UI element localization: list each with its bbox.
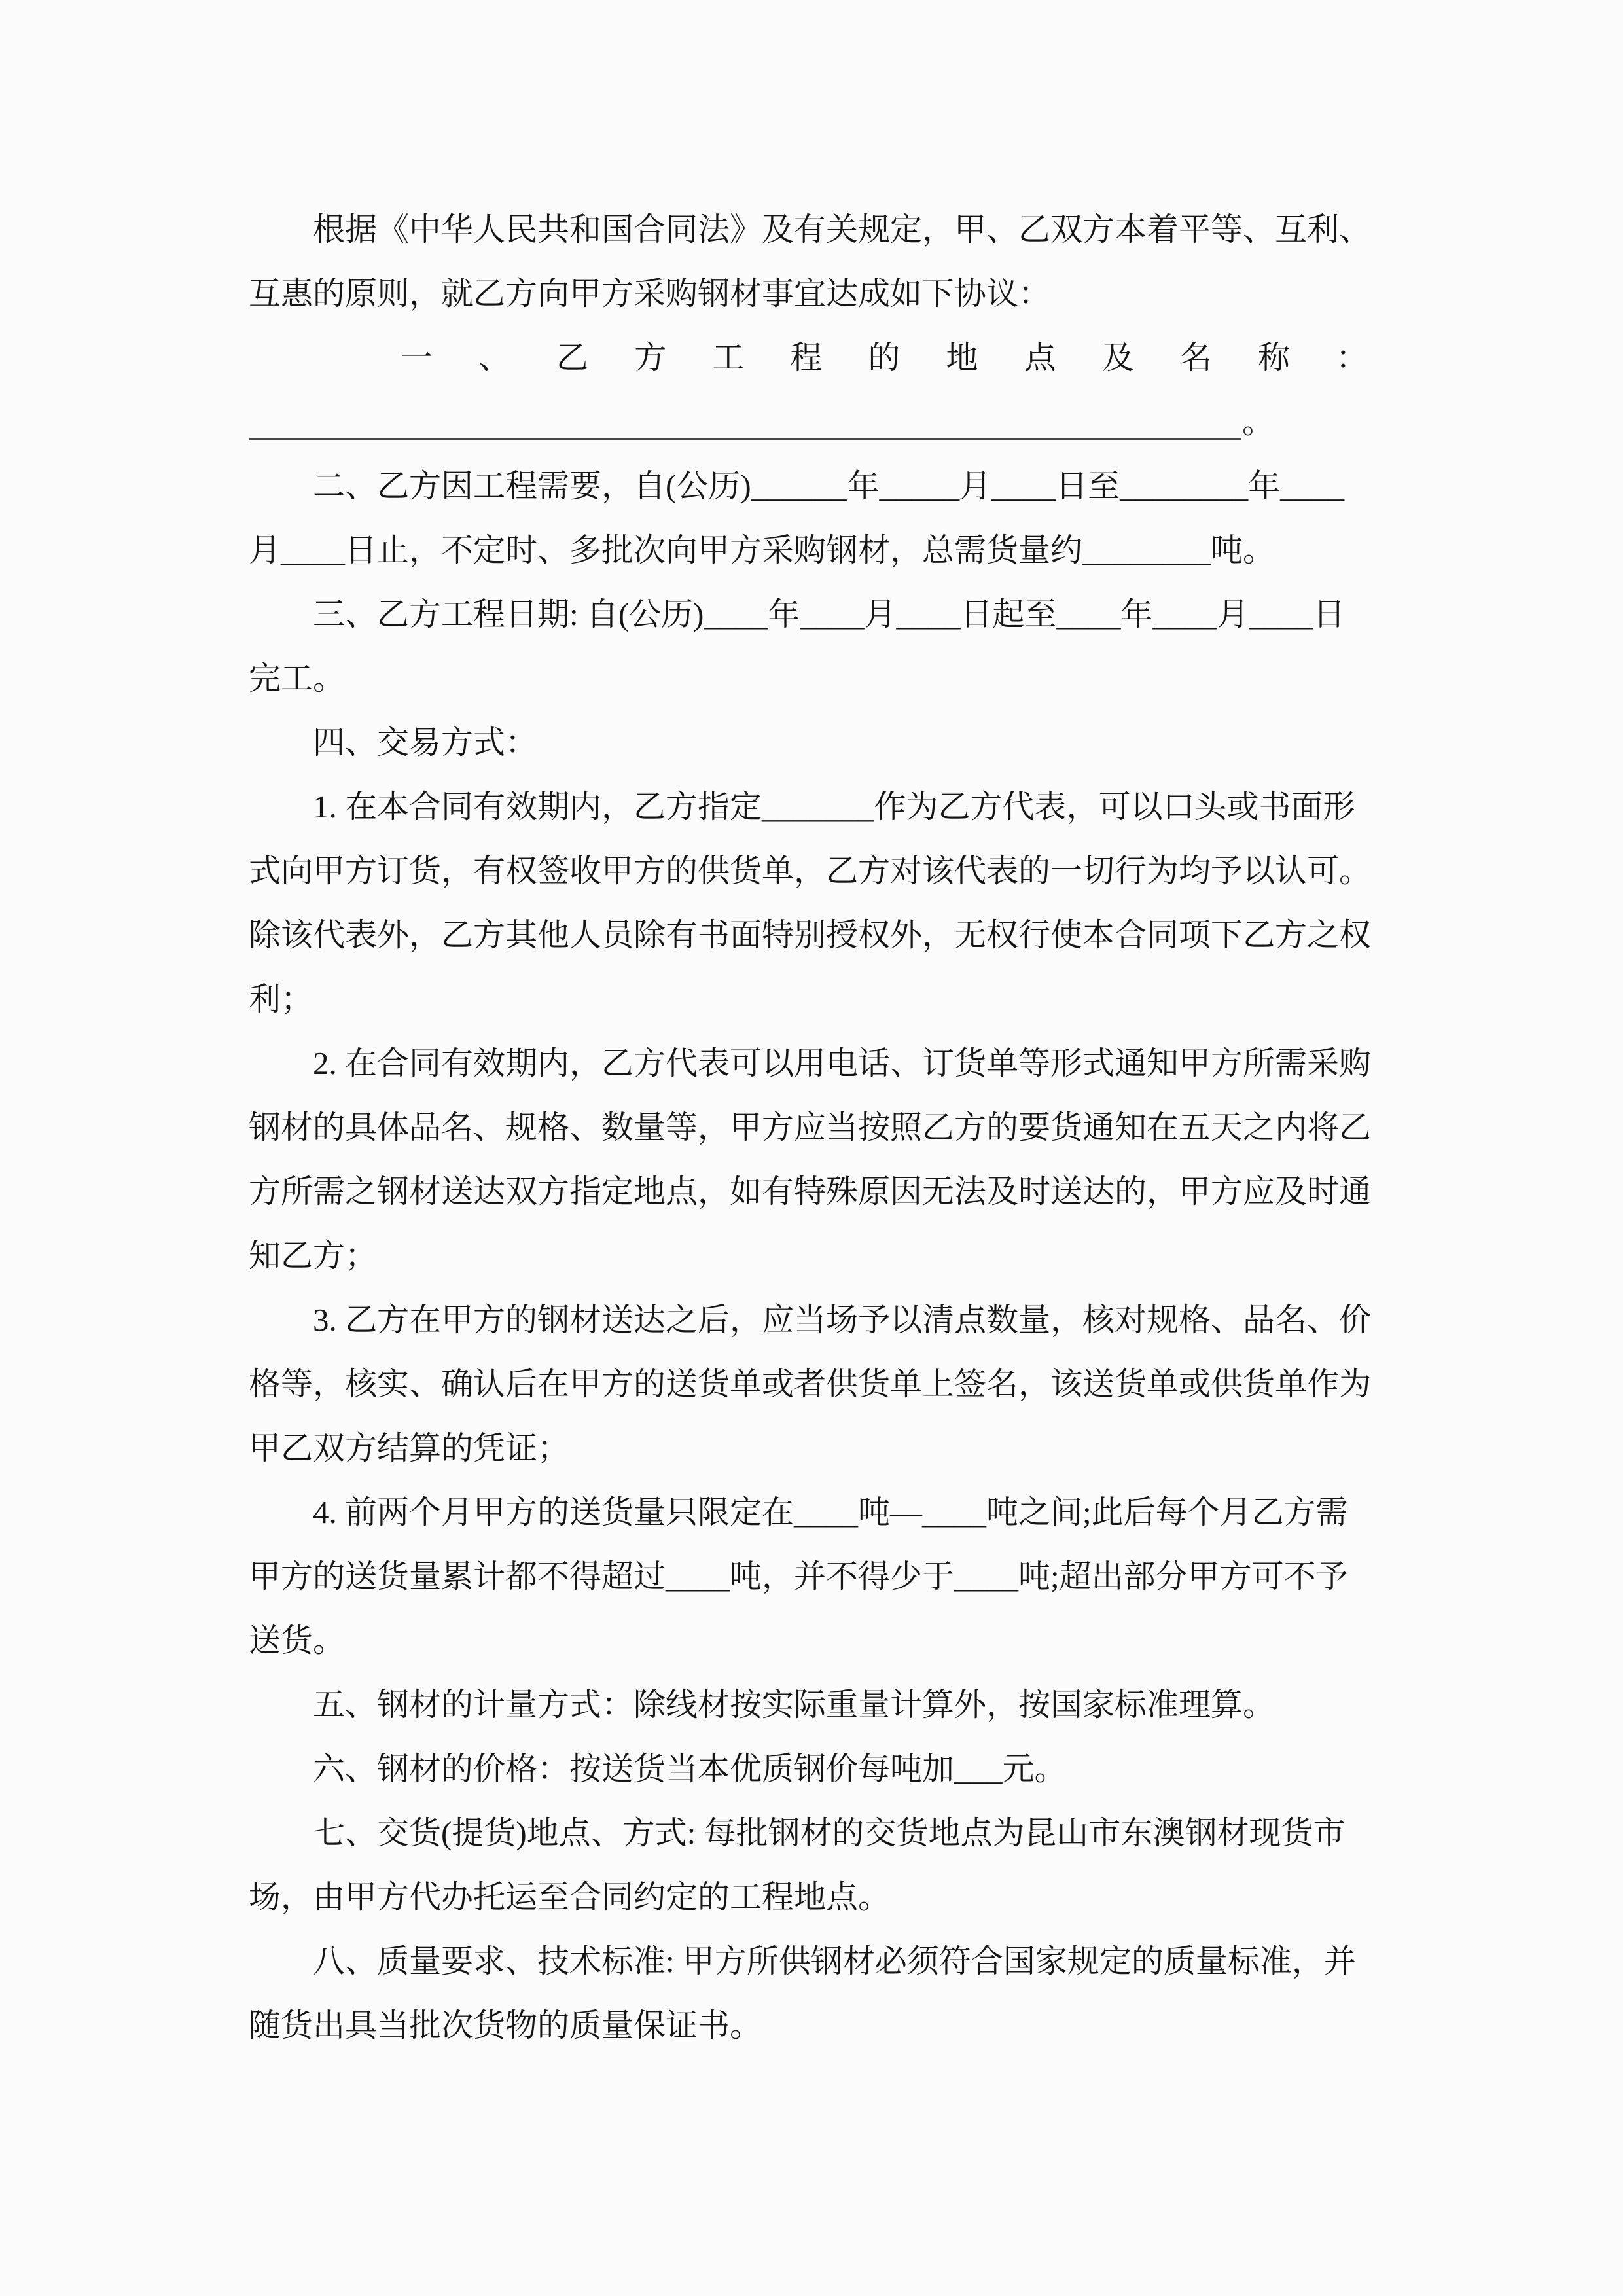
doc-line: 方所需之钢材送达双方指定地点，如有特殊原因无法及时送达的，甲方应及时通 xyxy=(249,1174,1372,1210)
blank-fill-line xyxy=(249,390,1374,454)
doc-line: 七、交货(提货)地点、方式: 每批钢材的交货地点为昆山市东澳钢材现货市 xyxy=(313,1815,1346,1851)
doc-line: 场，由甲方代办托运至合同约定的工程地点。 xyxy=(249,1879,891,1915)
section-heading-trade-method: 四、交易方式： xyxy=(313,725,538,761)
doc-line: 2. 在合同有效期内，乙方代表可以用电话、订货单等形式通知甲方所需采购 xyxy=(313,1045,1372,1081)
doc-line: 月____日止，不定时、多批次向甲方采购钢材，总需货量约________吨。 xyxy=(249,532,1275,568)
doc-line: 知乙方； xyxy=(249,1238,378,1274)
doc-line: 1. 在本合同有效期内，乙方指定_______作为乙方代表，可以口头或书面形 xyxy=(313,789,1355,825)
doc-line: 二、乙方因工程需要，自(公历)______年_____月____日至________年____ xyxy=(313,468,1345,504)
doc-line: 格等，核实、确认后在甲方的送货单或者供货单上签名，该送货单或供货单作为 xyxy=(249,1366,1372,1402)
doc-line: 式向甲方订货，有权签收甲方的供货单，乙方对该代表的一切行为均予以认可。 xyxy=(249,853,1372,889)
period-after-blank: 。 xyxy=(1242,404,1275,440)
doc-line: 4. 前两个月甲方的送货量只限定在____吨—____吨之间;此后每个月乙方需 xyxy=(313,1494,1348,1530)
doc-line: 随货出具当批次货物的质量保证书。 xyxy=(249,2007,762,2043)
doc-line: 甲乙双方结算的凭证； xyxy=(249,1430,570,1466)
doc-line: 甲方的送货量累计都不得超过____吨，并不得少于____吨;超出部分甲方可不予 xyxy=(249,1558,1348,1594)
doc-line: 利； xyxy=(249,981,313,1017)
doc-line: 三、乙方工程日期: 自(公历)____年____月____日起至____年____月____日 xyxy=(313,596,1346,632)
doc-line: 六、钢材的价格：按送货当本优质钢价每吨加___元。 xyxy=(313,1751,1067,1787)
section-heading-project-location: 一 、 乙 方 工 程 的 地 点 及 名 称 ： xyxy=(401,340,1368,376)
doc-line: 除该代表外，乙方其他人员除有书面特别授权外，无权行使本合同项下乙方之权 xyxy=(249,917,1372,953)
contract-body xyxy=(249,198,1374,2058)
doc-line: 完工。 xyxy=(249,660,346,696)
doc-line: 互惠的原则，就乙方向甲方采购钢材事宜达成如下协议： xyxy=(249,276,1051,312)
doc-line: 八、质量要求、技术标准: 甲方所供钢材必须符合国家规定的质量标准，并 xyxy=(313,1943,1356,1979)
doc-line: 五、钢材的计量方式：除线材按实际重量计算外，按国家标准理算。 xyxy=(313,1687,1275,1723)
blank-underline xyxy=(249,430,1241,440)
doc-line: 送货。 xyxy=(249,1623,346,1659)
doc-line: 根据《中华人民共和国合同法》及有关规定，甲、乙双方本着平等、互利、 xyxy=(313,211,1372,247)
doc-line: 钢材的具体品名、规格、数量等，甲方应当按照乙方的要货通知在五天之内将乙 xyxy=(249,1109,1372,1145)
doc-line: 3. 乙方在甲方的钢材送达之后，应当场予以清点数量，核对规格、品名、价 xyxy=(313,1302,1372,1338)
